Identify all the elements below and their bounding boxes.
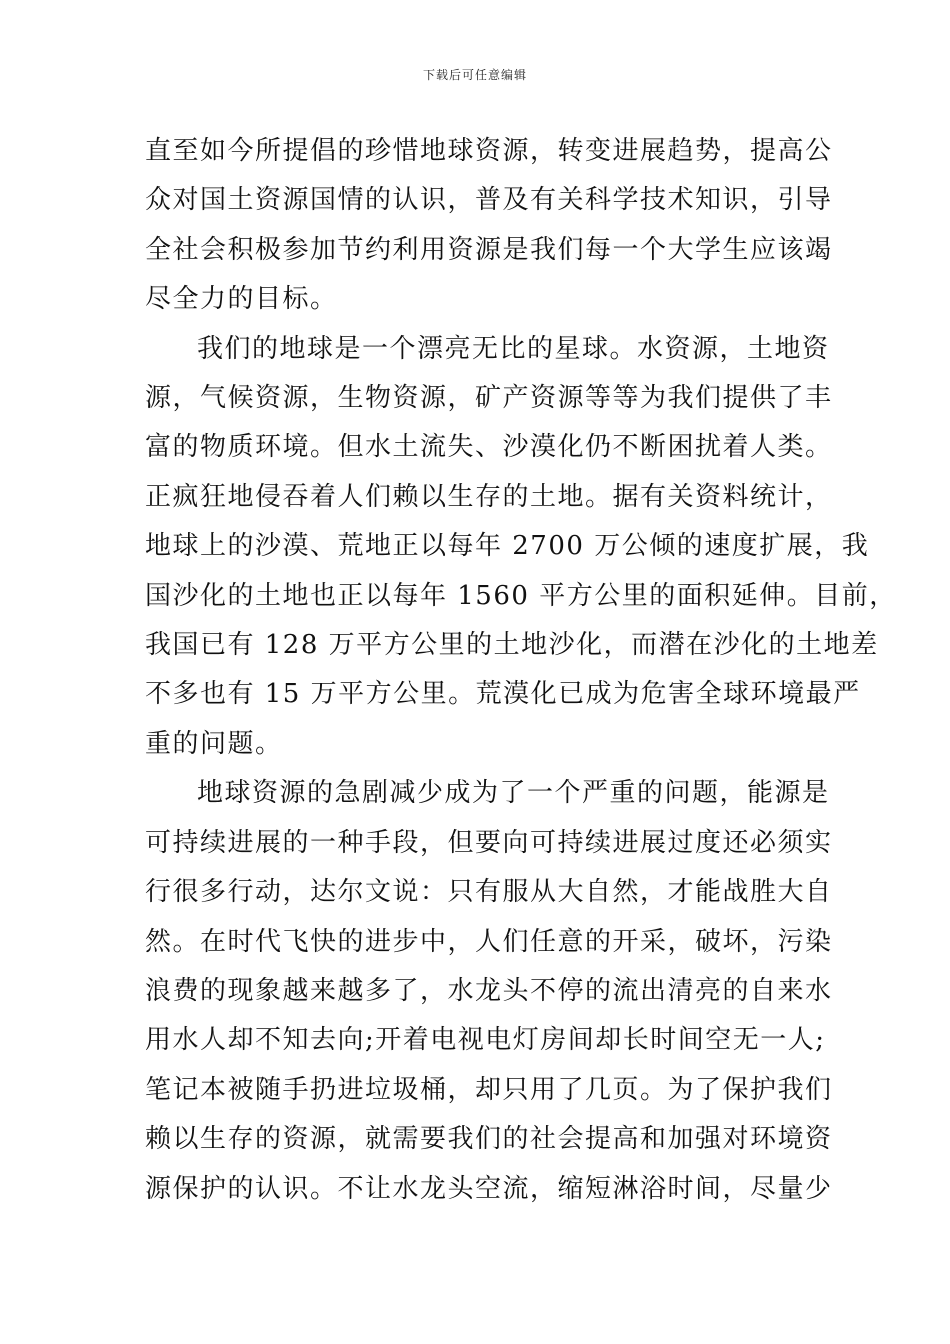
text-line: 可持续进展的一种手段，但要向可持续进展过度还必须实 xyxy=(145,827,833,858)
text-line: 源保护的认识。不让水龙头空流，缩短淋浴时间，尽量少 xyxy=(145,1173,833,1204)
text-line: 赖以生存的资源，就需要我们的社会提高和加强对环境资 xyxy=(145,1124,833,1155)
text-line: 笔记本被随手扔进垃圾桶，却只用了几页。为了保护我们 xyxy=(145,1074,833,1105)
text-line: 全社会积极参加节约利用资源是我们每一个大学生应该竭 xyxy=(145,234,833,265)
text-line: 正疯狂地侵吞着人们赖以生存的土地。据有关资料统计， xyxy=(145,481,833,512)
text-line: 尽全力的目标。 xyxy=(145,284,338,315)
text-line: 我们的地球是一个漂亮无比的星球。水资源，土地资 xyxy=(197,333,830,364)
paragraph-1 xyxy=(145,127,833,325)
page-header: 下载后可任意编辑 xyxy=(422,68,527,82)
text-line: 源，气候资源，生物资源，矿产资源等等为我们提供了丰 xyxy=(145,383,833,414)
text-line: 直至如今所提倡的珍惜地球资源，转变进展趋势，提高公 xyxy=(145,136,833,166)
text-line: 地球上的沙漠、荒地正以每年 2700 万公倾的速度扩展，我 xyxy=(145,531,870,562)
paragraph-2 xyxy=(145,325,897,770)
text-line: 浪费的现象越来越多了，水龙头不停的流出清亮的自来水 xyxy=(145,975,833,1006)
document-body xyxy=(145,127,897,1214)
text-line: 用水人却不知去向;开着电视电灯房间却长时间空无一人; xyxy=(145,1025,826,1056)
text-line: 行很多行动，达尔文说：只有服从大自然，才能战胜大自 xyxy=(145,877,833,908)
paragraph-3 xyxy=(145,769,833,1214)
text-line: 不多也有 15 万平方公里。荒漠化已成为危害全球环境最严 xyxy=(145,679,861,710)
text-line: 重的问题。 xyxy=(145,728,283,759)
text-line: 众对国土资源国情的认识，普及有关科学技术知识，引导 xyxy=(145,185,833,216)
text-line: 然。在时代飞快的进步中，人们任意的开采，破坏，污染 xyxy=(145,926,833,957)
text-line: 国沙化的土地也正以每年 1560 平方公里的面积延伸。目前， xyxy=(145,580,897,611)
text-line: 我国已有 128 万平方公里的土地沙化，而潜在沙化的土地差 xyxy=(145,630,879,661)
text-line: 地球资源的急剧减少成为了一个严重的问题，能源是 xyxy=(197,778,830,809)
text-line: 富的物质环境。但水土流失、沙漠化仍不断困扰着人类。 xyxy=(145,432,833,463)
